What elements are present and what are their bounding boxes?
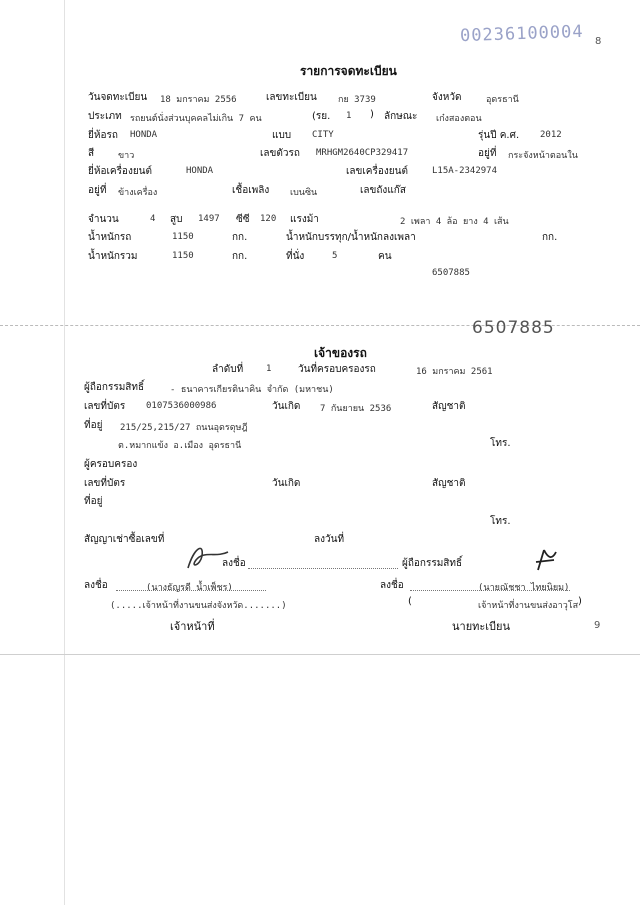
kg-3: กก.	[232, 251, 248, 262]
holder-label: ผู้ถือกรรมสิทธิ์	[84, 382, 145, 393]
holder-sign-label: ผู้ถือกรรมสิทธิ์	[402, 558, 463, 569]
engine-brand: HONDA	[186, 166, 214, 176]
feature-value: เก๋งสองตอน	[436, 114, 482, 124]
reg-date: 18 มกราคม 2556	[160, 95, 237, 105]
hp-label: แรงม้า	[290, 214, 319, 225]
reg-no: กย 3739	[338, 95, 376, 105]
province-label: จังหวัด	[432, 92, 462, 103]
load-label: น้ำหนักบรรทุก/น้ำหนักลงเพลา	[286, 232, 416, 243]
at-label: อยู่ที่	[478, 148, 497, 159]
chassis: MRHGM2640CP329417	[316, 148, 409, 158]
total-label: น้ำหนักรวม	[88, 251, 138, 262]
tank-label: เลขถังแก๊ส	[360, 185, 406, 196]
page-mark-bottom: 9	[594, 620, 601, 631]
right-position-bracket-close: )	[578, 596, 582, 607]
nation2-label: สัญชาติ	[432, 478, 466, 489]
sign-label: ลงชื่อ	[222, 558, 246, 569]
ref-number: 6507885	[432, 268, 470, 278]
cc-label: ซีซี	[236, 214, 250, 225]
id2-label: เลขที่บัตร	[84, 478, 126, 489]
owner-title: เจ้าของรถ	[314, 346, 367, 360]
kg-2: กก.	[542, 232, 558, 243]
qty-label: จำนวน	[88, 214, 119, 225]
cyl-label: สูบ	[170, 214, 183, 225]
id-label: เลขที่บัตร	[84, 401, 126, 412]
birth: 7 กันยายน 2536	[320, 404, 392, 414]
rs-label: (รย.	[312, 111, 331, 122]
addr-label: ที่อยู่	[84, 420, 103, 431]
model-label: แบบ	[272, 130, 292, 141]
seat-label: ที่นั่ง	[286, 251, 305, 262]
total: 1150	[172, 251, 194, 261]
type-label: ประเภท	[88, 111, 122, 122]
engine-brand-label: ยี่ห้อเครื่องยนต์	[88, 166, 153, 177]
type-value: รถยนต์นั่งส่วนบุคคลไม่เกิน 7 คน	[130, 114, 262, 124]
registrar-signature	[530, 544, 560, 574]
engine-no: L15A-2342974	[432, 166, 498, 176]
kg-1: กก.	[232, 232, 248, 243]
big-number: 6507885	[472, 318, 555, 338]
engine-at-value: ข้างเครื่อง	[118, 188, 158, 198]
page-mark-top: 8	[595, 36, 602, 47]
left-role: เจ้าหน้าที่	[170, 620, 215, 633]
possess-date: 16 มกราคม 2561	[416, 367, 493, 377]
province: อุดรธานี	[486, 95, 519, 105]
at-value: กระจังหน้าตอนใน	[508, 151, 578, 161]
birth-label: วันเกิด	[272, 401, 301, 412]
seat: 5	[332, 251, 338, 261]
order: 1	[266, 364, 272, 374]
left-position: (.....เจ้าหน้าที่งานขนส่งจังหวัด.......)	[110, 601, 287, 611]
model: CITY	[312, 130, 334, 140]
color-label: สี	[88, 148, 95, 159]
possess-date-label: วันที่ครอบครองรถ	[298, 364, 376, 375]
left-name: (นางธัญรดี น้ำเพ็ชร)	[146, 583, 233, 593]
weight-label: น้ำหนักรถ	[88, 232, 132, 243]
sign-dots	[248, 568, 398, 569]
handwritten-number: 00236100004	[459, 21, 584, 47]
axle-text: 2 เพลา 4 ล้อ ยาง 4 เส้น	[400, 217, 509, 227]
right-role: นายทะเบียน	[452, 620, 511, 633]
possessor-label: ผู้ครอบครอง	[84, 459, 138, 470]
weight: 1150	[172, 232, 194, 242]
rs-close: )	[370, 109, 374, 120]
reg-date-label: วันจดทะเบียน	[88, 92, 148, 103]
engine-no-label: เลขเครื่องยนต์	[346, 166, 408, 177]
left-sign-label: ลงชื่อ	[84, 580, 108, 591]
right-position-bracket: (	[408, 596, 412, 607]
cyl: 1497	[198, 214, 220, 224]
tel-label: โทร.	[490, 438, 511, 449]
tel2-label: โทร.	[490, 516, 511, 527]
color: ขาว	[118, 151, 135, 161]
page-edge-left	[64, 0, 65, 905]
chassis-label: เลขตัวรถ	[260, 148, 300, 159]
year-label: รุ่นปี ค.ศ.	[478, 130, 520, 141]
brand-label: ยี่ห้อรถ	[88, 130, 118, 141]
fuel: เบนซิน	[290, 188, 318, 198]
reg-no-label: เลขทะเบียน	[266, 92, 317, 103]
lease-label: สัญญาเช่าซื้อเลขที่	[84, 534, 165, 545]
qty: 4	[150, 214, 156, 224]
engine-at-label: อยู่ที่	[88, 185, 107, 196]
addr2: ต.หมากแข้ง อ.เมือง อุดรธานี	[118, 441, 242, 451]
fold-line-mid	[0, 654, 640, 655]
seat-unit: คน	[378, 251, 392, 262]
feature-label: ลักษณะ	[384, 111, 418, 122]
right-sign-label: ลงชื่อ	[380, 580, 404, 591]
year: 2012	[540, 130, 562, 140]
cc: 120	[260, 214, 277, 224]
addr2-label: ที่อยู่	[84, 496, 103, 507]
order-label: ลำดับที่	[212, 364, 244, 375]
holder: - ธนาคารเกียรตินาคิน จำกัด (มหาชน)	[170, 385, 334, 395]
rs-value: 1	[346, 111, 352, 121]
id-no: 0107536000986	[146, 401, 217, 411]
brand: HONDA	[130, 130, 158, 140]
nation-label: สัญชาติ	[432, 401, 466, 412]
fuel-label: เชื้อเพลิง	[232, 185, 270, 196]
addr1: 215/25,215/27 ถนนอุดรดุษฎี	[120, 423, 248, 433]
right-position: เจ้าหน้าที่งานขนส่งอาวุโส	[478, 601, 579, 611]
right-name: (นายณัชชา ไทยนิยม)	[478, 583, 570, 593]
sign-date-label: ลงวันที่	[314, 534, 345, 545]
registration-title: รายการจดทะเบียน	[300, 64, 397, 78]
birth2-label: วันเกิด	[272, 478, 301, 489]
